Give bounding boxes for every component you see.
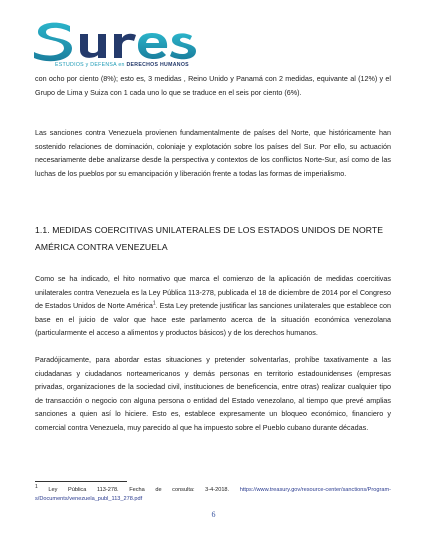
logo-tagline-part1: ESTUDIOS y DEFENSA en [55, 62, 127, 68]
paragraph-3 [35, 272, 391, 340]
footnote-reference[interactable]: 1 [152, 300, 156, 307]
paragraph-3-text-b: . Esta Ley pretende justificar las sanciones unilaterales que establece con base en el juicio de valor que hace este parlamento acerca de la situación económica venezolana (particularmente el acceso a alimentos y productos básicos) y de los derechos humanos. [35, 301, 391, 337]
section-heading: 1.1. MEDIDAS COERCITIVAS UNILATERALES DE LOS ESTADOS UNIDOS DE NORTE AMÉRICA CONTRA VENEZUELA [35, 225, 384, 252]
sures-wordmark-graphic [32, 18, 237, 64]
logo-tagline [55, 62, 189, 68]
footnote-text: Ley Pública 113-278. Fecha de consulta: 3-4-2018. [37, 487, 240, 493]
logo-tagline-part2: DERECHOS HUMANOS [126, 62, 189, 68]
paragraph-3-text-a: Como se ha indicado, el hito normativo que marca el comienzo de la aplicación de medidas coercitivas unilaterales contra Venezuela es la Ley Pública 113-278, publicada el 18 de diciembre de 2014 por el Congreso de Estados Unidos de Norte América [35, 274, 391, 310]
paragraph-2: Las sanciones contra Venezuela provienen fundamentalmente de países del Norte, que históricamente han sostenido relaciones de dominación, coloniaje y explotación sobre los países del Sur. Por ello, su actuación necesariamente debe analizarse desde la perspectiva y contextos de los conflictos Norte-Sur, así como de las luchas de los pueblos por su emancipación y liberación frente a todas las formas de imperialismo. [35, 128, 391, 178]
footnote-divider [35, 481, 127, 482]
footnote-link[interactable]: https://www.treasury.gov/resource-center/sanctions/Program-s/Documents/venezuela_publ_113_278.pdf [35, 487, 391, 502]
sures-logo [32, 18, 237, 68]
paragraph-1: con ocho por ciento (8%); esto es, 3 medidas , Reino Unido y Panamá con 2 medidas, equivante al (12%) y el Grupo de Lima y Suiza con 1 cada uno lo que se traduce en el seis por ciento (6%). [35, 74, 391, 97]
page-number: 6 [211, 510, 216, 519]
paragraph-4: Paradójicamente, para abordar estas situaciones y pretender solventarlas, prohíbe taxativamente a las ciudadanas y ciudadanos norteamericanos y demás personas en territorio estadounidenses (empresas privadas, organizaciones de la sociedad civil, instituciones de beneficencia, entre otras) realizar cualquier tipo de transacción o negocio con alguna persona o entidad del Estado venezolano, al tiempo que prevé amplias sanciones a quien así lo hiciere. Esto es, establece expresamente un bloqueo económico, financiero y comercial contra Venezuela, muy parecido al que ha impuesto sobre el Pueblo cubano durante décadas. [35, 355, 391, 432]
footnote [35, 486, 391, 503]
footnote-number: 1 [35, 484, 38, 491]
